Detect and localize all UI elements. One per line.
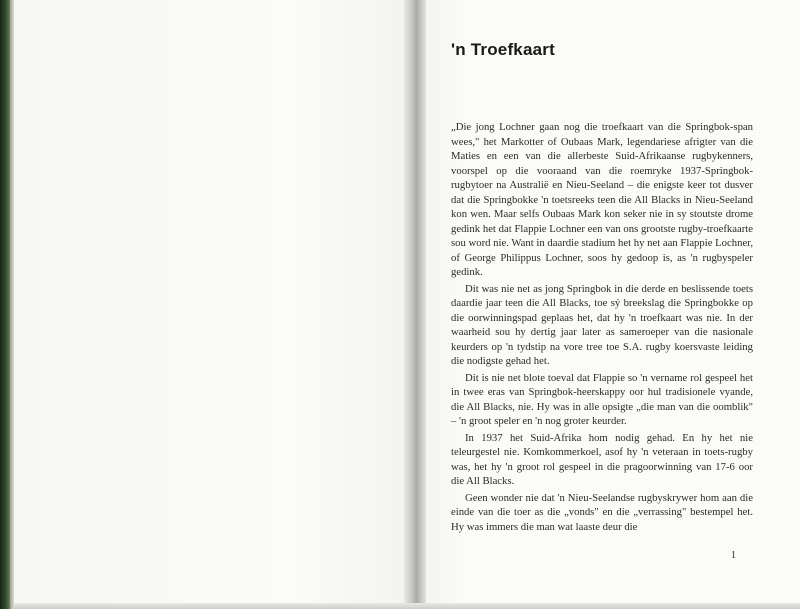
- chapter-body: [451, 120, 753, 534]
- page-number: 1: [731, 550, 736, 561]
- page-gutter: [404, 0, 426, 609]
- book-spine: [0, 0, 10, 609]
- paragraph: „Die jong Lochner gaan nog die troefkaart van die Springbok-span wees," het Markotter of Oubaas Mark, legendariese afrigter van die Maties en een van die allerbeste Suid-Afrikaanse rugbykenners, voorspel op die vooraand van die roemryke 1937-Springbok-rugbytoer na Australië en Nieu-Seeland – die enigste keer tot dusver dat die Springbokke 'n toetsreeks teen die All Blacks in Nieu-Seeland kon wen. Maar selfs Oubaas Mark kon seker nie in sy stoutste drome gedink het dat Flappie Lochner een van ons grootste rugby-troefkaarte sou word nie. Want in daardie stadium het hy net aan Flappie Lochner, of George Philippus Lochner, soos hy gedoop is, as 'n rugbyspeler gedink.: [451, 121, 753, 278]
- paragraph: Geen wonder nie dat 'n Nieu-Seelandse rugbyskrywer hom aan die einde van die toer as die „vonds" en die „verrassing" bestempel het. Hy was immers die man wat laaste deur die: [451, 491, 753, 533]
- paragraph: In 1937 het Suid-Afrika hom nodig gehad. En hy het nie teleurgestel nie. Komkommerkoel, asof hy 'n veteraan in toets-rugby was, het hy 'n groot rol gespeel in die pragoorwinning van 17-6 oor die All Blacks.: [451, 431, 753, 487]
- left-blank-page: [14, 0, 410, 609]
- chapter-title: 'n Troefkaart: [451, 40, 555, 59]
- paragraph: Dit was nie net as jong Springbok in die derde en beslissende toets daardie jaar teen die All Blacks, toe sý breekslag die Springbokke op die oorwinningspad geplaas het, dat hy 'n troefkaart was nie. In der waarheid sou hy dertig jaar later as sameroeper van die nasionale keurders op 'n tydstip na vore tree toe S.A. rugby koersvaste leiding die nodigste gehad het.: [451, 282, 753, 367]
- spine-edge: [10, 0, 14, 609]
- page-bottom-edge: [14, 603, 800, 609]
- paragraph: Dit is nie net blote toeval dat Flappie so 'n vername rol gespeel het in twee eras van Springbok-heerskappy oor hul tradisionele vyande, die All Blacks, nie. Hy was in alle opsigte „die man van die oomblik" – 'n groot speler en 'n nog groter keurder.: [451, 371, 753, 427]
